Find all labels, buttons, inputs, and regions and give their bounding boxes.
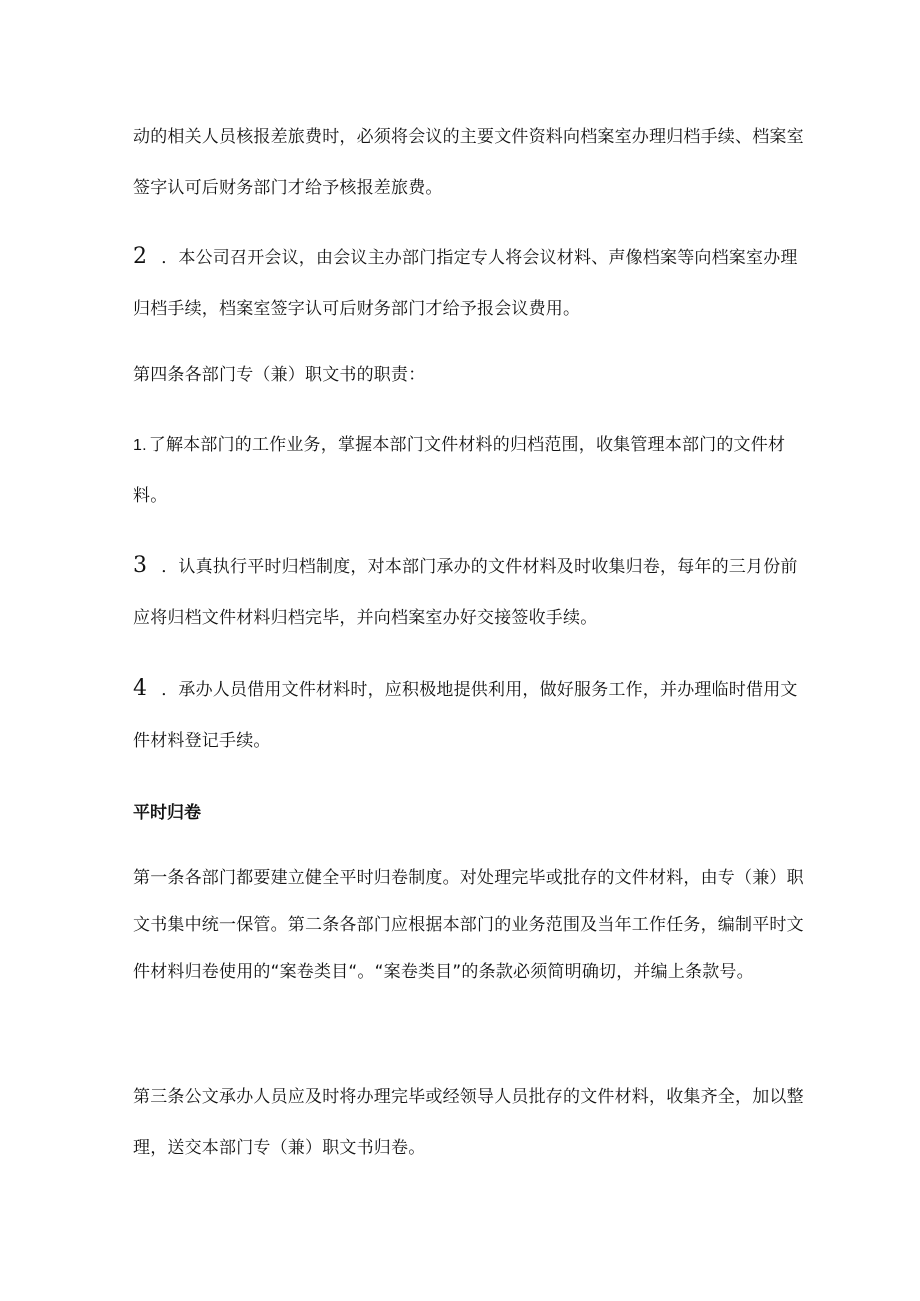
paragraph-travel-expense [133, 112, 808, 214]
paragraph-text: 第一条各部门都要建立健全平时归卷制度。对处理完毕或批存的文件材料，由专（兼）职文书集中统一保管。第二条各部门应根据本部门的业务范围及当年工作任务，编制平时文件材料归卷使用的“案卷类目“。“案卷类目”的条款必须简明确切，并编上条款号。 [133, 868, 804, 982]
item-number: 4 [133, 676, 148, 701]
item-number: 2 [133, 244, 148, 269]
item-number: 3 [133, 553, 148, 578]
paragraph-text: 第四条各部门专（兼）职文书的职责： [133, 365, 426, 385]
section-heading: 平时归卷 [133, 803, 201, 823]
paragraph-text: 第三条公文承办人员应及时将办理完毕或经领导人员批存的文件材料，收集齐全，加以整理，送交本部门专（兼）职文书归卷。 [133, 1087, 804, 1158]
paragraph-text: ．承办人员借用文件材料时，应积极地提供利用，做好服务工作，并办理临时借用文件材料登记手续。 [133, 680, 798, 751]
paragraph-text: 了解本部门的工作业务，掌握本部门文件材料的归档范围，收集管理本部门的文件材料。 [133, 435, 786, 506]
paragraph-article-1-2 [133, 855, 808, 996]
item-number: 1. [133, 437, 147, 454]
paragraph-text: ．认真执行平时归档制度，对本部门承办的文件材料及时收集归卷，每年的三月份前应将归档文件材料归档完毕，并向档案室办好交接签收手续。 [133, 557, 798, 628]
paragraph-text: 动的相关人员核报差旅费时，必须将会议的主要文件资料向档案室办理归档手续、档案室签字认可后财务部门才给予核报差旅费。 [133, 127, 804, 198]
paragraph-text: ．本公司召开会议，由会议主办部门指定专人将会议材料、声像档案等向档案室办理归档手续，档案室签字认可后财务部门才给予报会议费用。 [133, 248, 798, 319]
paragraph-item-1 [133, 420, 808, 522]
paragraph-item-2 [133, 231, 808, 335]
paragraph-item-3 [133, 540, 808, 644]
paragraph-article-3 [133, 1072, 808, 1174]
paragraph-item-4 [133, 663, 808, 767]
paragraph-article-4 [133, 350, 808, 401]
